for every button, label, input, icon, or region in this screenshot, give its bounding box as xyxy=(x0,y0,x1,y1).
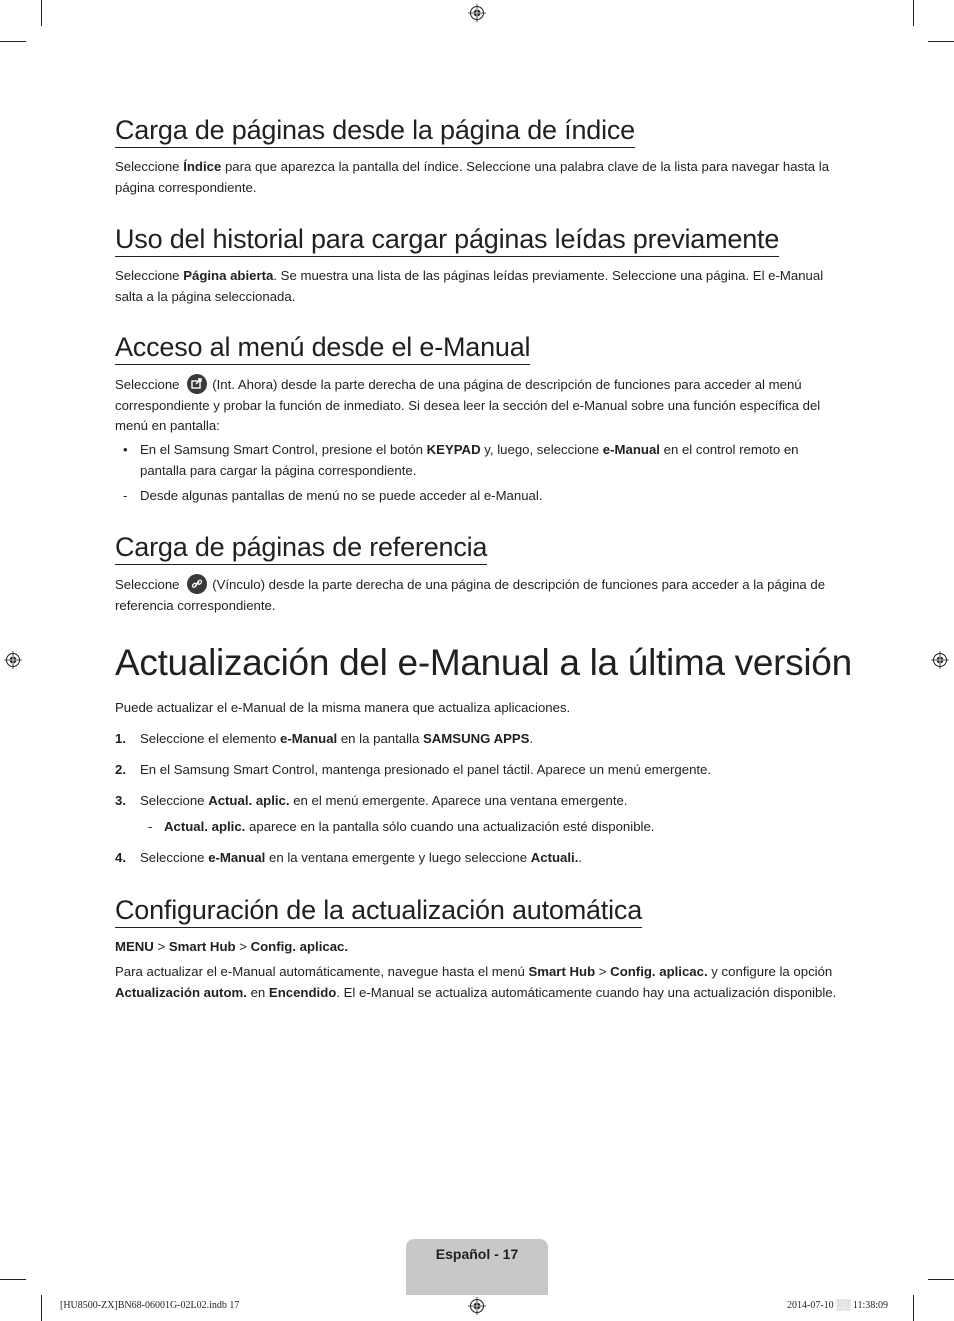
section-text-configuracion xyxy=(115,962,840,1003)
bold-term: KEYPAD xyxy=(426,442,481,457)
registration-mark-icon xyxy=(931,651,949,669)
crop-mark xyxy=(0,41,26,42)
main-intro-text: Puede actualizar el e-Manual de la misma manera que actualiza aplicaciones. xyxy=(115,700,571,715)
text-run: . xyxy=(578,850,583,865)
text-run: y configure la opción xyxy=(707,964,833,979)
text-run: Seleccione xyxy=(115,577,184,592)
bold-term: e-Manual xyxy=(280,731,338,746)
text-run: . El e-Manual se actualiza automáticamente cuando hay una actualización disponible. xyxy=(336,984,837,1000)
section-heading-configuracion: Configuración de la actualización automática xyxy=(115,894,642,928)
crop-mark xyxy=(928,41,954,42)
section-text-historial xyxy=(115,266,840,307)
bold-term: e-Manual xyxy=(208,850,266,865)
bold-term: SAMSUNG APPS xyxy=(422,731,530,746)
step-note-mark: - xyxy=(148,819,153,834)
bold-term: MENU xyxy=(115,939,154,954)
text-run: en el menú emergente. Aparece una ventana emergente. xyxy=(289,793,628,808)
file-slug: [HU8500-ZX]BN68-06001G-02L02.indb 17 xyxy=(60,1300,240,1311)
text-run: En el Samsung Smart Control, mantenga presionado el panel táctil. Aparece un menú emergente. xyxy=(140,762,712,777)
text-run: (Vínculo) desde la parte derecha de una página de descripción de funciones para acceder a la página de referencia correspondiente. xyxy=(115,577,826,613)
bold-term: Encendido xyxy=(268,984,337,1000)
text-run: Seleccione xyxy=(115,268,184,283)
crop-mark xyxy=(913,0,914,26)
bold-term: Página abierta xyxy=(183,268,274,283)
text-run: para que aparezca la pantalla del índice. Seleccione una palabra clave de la lista para navegar hasta la página correspondiente. xyxy=(115,159,830,195)
bullet-mark: • xyxy=(123,442,128,457)
registration-mark-icon xyxy=(468,4,486,22)
bold-term: Actual. aplic. xyxy=(208,793,290,808)
step-text xyxy=(140,791,830,812)
section-text-referencia xyxy=(115,574,840,616)
section-heading-acceso-menu: Acceso al menú desde el e-Manual xyxy=(115,331,530,365)
section-text-indice xyxy=(115,157,840,198)
text-run: en xyxy=(246,984,269,1000)
text-run: aparece en la pantalla sólo cuando una actualización esté disponible. xyxy=(245,819,655,834)
section-heading-indice: Carga de páginas desde la página de índice xyxy=(115,114,635,148)
bullet-text xyxy=(140,440,830,481)
bold-term: Config. aplicac. xyxy=(250,939,349,954)
menu-path xyxy=(115,937,840,958)
crop-mark xyxy=(41,1295,42,1321)
text-run: (Int. Ahora) desde la parte derecha de una página de descripción de funciones para acceder al menú correspondiente y probar la función de inmediato. Si desea leer la sección del e-Manual sobre una función específica del menú en pantalla: xyxy=(115,377,821,433)
step-note-text xyxy=(164,817,824,838)
section-heading-historial: Uso del historial para cargar páginas leídas previamente xyxy=(115,223,779,257)
page-number-tab xyxy=(406,1239,548,1295)
try-now-icon xyxy=(187,374,207,394)
crop-mark xyxy=(928,1279,954,1280)
step-number: 4. xyxy=(115,850,126,865)
crop-mark xyxy=(41,0,42,26)
text-run: En el Samsung Smart Control, presione el botón xyxy=(140,442,427,457)
date-slug: 2014-07-10 ░░ 11:38:09 xyxy=(787,1300,889,1311)
note-mark: - xyxy=(123,488,128,503)
text-run: . xyxy=(529,731,534,746)
text-run: > xyxy=(595,964,611,979)
text-run: Seleccione xyxy=(140,793,209,808)
text-run: Seleccione xyxy=(140,850,209,865)
bold-term: Smart Hub xyxy=(168,939,236,954)
text-run: y, luego, seleccione xyxy=(480,442,603,457)
step-text xyxy=(140,760,830,781)
text-run: Seleccione xyxy=(115,377,184,392)
link-icon xyxy=(187,574,207,594)
page-title: Actualización del e-Manual a la última versión xyxy=(115,642,852,683)
crop-mark xyxy=(913,1295,914,1321)
step-text xyxy=(140,729,830,750)
step-number: 2. xyxy=(115,762,126,777)
text-run: Seleccione el elemento xyxy=(140,731,281,746)
step-number: 1. xyxy=(115,731,126,746)
text-run: en la ventana emergente y luego seleccione xyxy=(265,850,531,865)
bold-term: Índice xyxy=(183,159,222,174)
text-run: > xyxy=(153,939,169,954)
text-run: en el control remoto en pantalla para cargar la página correspondiente. xyxy=(140,442,799,478)
section-text-acceso-menu xyxy=(115,374,840,437)
section-heading-referencia: Carga de páginas de referencia xyxy=(115,531,487,565)
crop-mark xyxy=(0,1279,26,1280)
bold-term: Actualización autom. xyxy=(115,984,247,1000)
text-run: > xyxy=(235,939,251,954)
text-run: Desde algunas pantallas de menú no se puede acceder al e-Manual. xyxy=(140,488,543,503)
text-run: . Se muestra una lista de las páginas leídas previamente. Seleccione una página. El e-Manual salta a la página seleccionada. xyxy=(115,268,824,304)
registration-mark-icon xyxy=(4,651,22,669)
text-run: Para actualizar el e-Manual automáticamente, navegue hasta el menú xyxy=(115,964,529,979)
bold-term: Actuali. xyxy=(530,850,579,865)
registration-mark-icon xyxy=(468,1297,486,1315)
bold-term: e-Manual xyxy=(602,442,660,457)
bold-term: Config. aplicac. xyxy=(610,964,708,979)
text-run: Seleccione xyxy=(115,159,184,174)
note-text xyxy=(140,486,830,507)
bold-term: Smart Hub xyxy=(528,964,596,979)
page-number: Español - 17 xyxy=(435,1246,519,1262)
text-run: en la pantalla xyxy=(337,731,423,746)
step-text xyxy=(140,848,830,869)
step-number: 3. xyxy=(115,793,126,808)
bold-term: Actual. aplic. xyxy=(164,819,246,834)
